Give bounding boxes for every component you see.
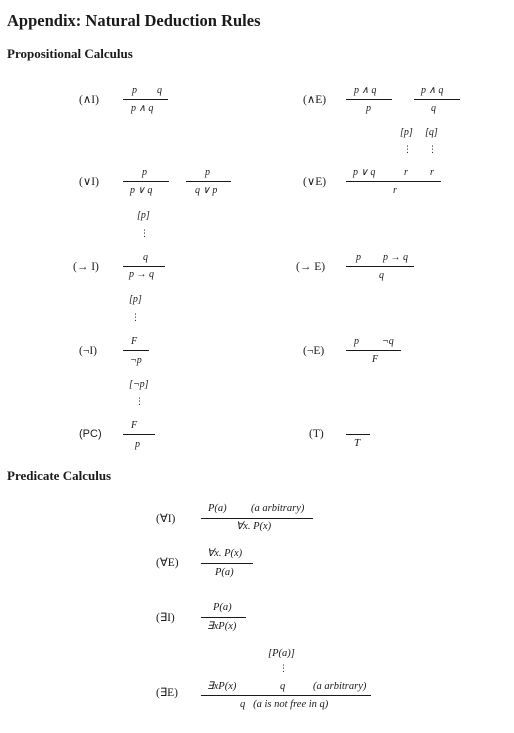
rule-label: (∨E) [303,176,327,188]
assumption: [¬p] [129,379,149,390]
rule-label: (∃E) [156,687,178,699]
conclusion: q [431,103,436,114]
premise: F [131,336,138,347]
inference-line [123,434,155,435]
conclusion: F [372,354,379,365]
conclusion: p ∨ q [130,185,153,196]
inference-line [123,266,165,267]
conclusion: p [135,439,140,450]
inference-line [346,434,370,435]
vertical-dots: ⋮ [403,145,412,155]
vertical-dots: ⋮ [135,397,144,407]
conclusion: p ∧ q [131,103,154,114]
conclusion: P(a) [215,567,234,578]
assumption: [P(a)] [268,648,295,659]
assumption: [p] [400,127,413,138]
inference-line [346,181,441,182]
premise: q [157,85,162,96]
conclusion: ∃xP(x) [207,621,237,632]
premise: p ∧ q [354,85,377,96]
conclusion: p → q [129,269,154,280]
conclusion: q (a is not free in q) [240,699,329,710]
conclusion: q [379,270,384,281]
rule-label: (∧I) [79,94,99,106]
premise: p [142,167,147,178]
rule-label: (∃I) [156,612,175,624]
section-heading-predicate: Predicate Calculus [7,468,112,483]
premise: P(a) [213,602,232,613]
inference-line [201,563,253,564]
conclusion: q ∨ p [195,185,218,196]
inference-line [186,181,231,182]
vertical-dots: ⋮ [279,664,288,674]
premise: P(a) [208,503,227,514]
rule-label: (→ I) [73,261,99,273]
inference-line [346,99,392,100]
premise: p → q [383,252,408,263]
rule-label: (∀E) [156,557,179,569]
premise: p [132,85,137,96]
inference-line [201,695,371,696]
premise: r [430,167,434,178]
premise: p [356,252,361,263]
inference-line [123,99,168,100]
inference-line [346,350,401,351]
section-heading-propositional: Propositional Calculus [7,46,133,61]
conclusion: r [393,185,397,196]
inference-line [346,266,414,267]
side-condition: (a arbitrary) [313,681,367,692]
rule-label: (¬E) [303,345,325,357]
premise: F [131,420,138,431]
rule-label: (∨I) [79,176,99,188]
page-title: Appendix: Natural Deduction Rules [7,11,261,30]
inference-line [201,617,246,618]
conclusion: ¬p [130,355,142,366]
vertical-dots: ⋮ [428,145,437,155]
premise: p [205,167,210,178]
rule-label: (PC) [79,428,102,440]
assumption: [p] [137,210,150,221]
vertical-dots: ⋮ [131,313,140,323]
rule-label: (∀I) [156,513,176,525]
premise: r [404,167,408,178]
premise: p ∨ q [353,167,376,178]
conclusion: ∀x. P(x) [236,521,272,532]
assumption: [q] [425,127,438,138]
rule-label: (T) [309,428,324,440]
inference-line [123,181,169,182]
conclusion: p [366,103,371,114]
inference-line [123,350,149,351]
premise: q [280,681,286,692]
premise: ∀x. P(x) [207,548,243,559]
premise: ¬q [382,336,394,347]
assumption: [p] [129,294,142,305]
vertical-dots: ⋮ [140,229,149,239]
premise: ∃xP(x) [207,681,237,692]
premise: p [354,336,359,347]
premise: q [143,252,148,263]
inference-line [414,99,460,100]
conclusion: T [354,437,361,449]
rule-label: (∧E) [303,94,327,106]
rule-label: (→ E) [296,261,326,273]
inference-line [201,518,313,519]
side-condition: (a arbitrary) [251,503,305,514]
premise: p ∧ q [421,85,444,96]
rule-label: (¬I) [79,345,97,357]
